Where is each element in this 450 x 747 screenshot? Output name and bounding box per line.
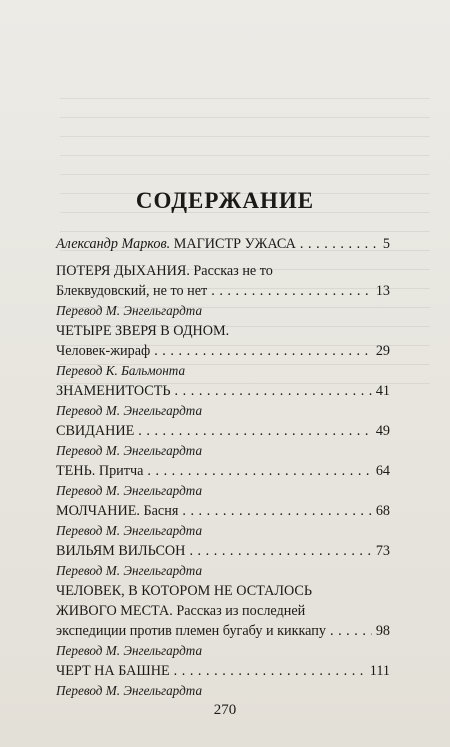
translator-credit: Перевод М. Энгельгардта: [56, 523, 203, 538]
page-ref: 64: [375, 463, 390, 479]
page-ref: 5: [382, 236, 390, 252]
entry-title: ЧЕЛОВЕК, В КОТОРОМ НЕ ОСТАЛОСЬ: [56, 583, 313, 599]
leader-dots: [189, 541, 371, 561]
page-ref: 49: [375, 423, 390, 439]
leader-dots: [154, 341, 372, 361]
leader-dots: [300, 234, 379, 254]
leader-dots: [211, 281, 372, 301]
translator-credit: Перевод М. Энгельгардта: [56, 403, 203, 418]
page-ref: 13: [375, 283, 390, 299]
toc-entry: [56, 421, 390, 441]
translator-credit: Перевод М. Энгельгардта: [56, 303, 203, 318]
translator-credit: Перевод М. Энгельгардта: [56, 643, 203, 658]
toc-entry: [56, 341, 390, 361]
table-of-contents: [56, 234, 390, 701]
translator-credit: Перевод М. Энгельгардта: [56, 443, 203, 458]
entry-title-cont: Блеквудовский, не то нет: [56, 283, 208, 299]
entry-title-cont: Человек-жираф: [56, 343, 151, 359]
leader-dots: [330, 621, 372, 641]
toc-entry: [56, 621, 390, 641]
leader-dots: [175, 381, 372, 401]
entry-title-cont: ЖИВОГО МЕСТА. Рассказ из последней: [56, 603, 306, 619]
contents-heading: СОДЕРЖАНИЕ: [135, 188, 315, 213]
translator-credit: Перевод М. Энгельгардта: [56, 483, 203, 498]
page-number: 270: [213, 702, 237, 718]
leader-dots: [138, 421, 372, 441]
entry-title: ЗНАМЕНИТОСТЬ: [56, 383, 171, 399]
entry-title: ТЕНЬ. Притча: [56, 463, 144, 479]
intro-title: МАГИСТР УЖАСА: [173, 236, 296, 252]
entry-title: СВИДАНИЕ: [56, 423, 135, 439]
toc-entry: [56, 661, 390, 681]
entry-title-cont: экспедиции против племен бугабу и киккапу: [56, 623, 326, 639]
toc-entry: [56, 281, 390, 301]
translator-credit: Перевод К. Бальмонта: [56, 363, 186, 378]
leader-dots: [147, 461, 371, 481]
toc-entry: [56, 381, 390, 401]
toc-entry: [56, 541, 390, 561]
entry-title: МОЛЧАНИЕ. Басня: [56, 503, 179, 519]
page-ref: 68: [375, 503, 390, 519]
translator-credit: Перевод М. Энгельгардта: [56, 683, 203, 698]
entry-title: ЧЕРТ НА БАШНЕ: [56, 663, 170, 679]
entry-title: ВИЛЬЯМ ВИЛЬСОН: [56, 543, 186, 559]
translator-credit: Перевод М. Энгельгардта: [56, 563, 203, 578]
page-ref: 29: [375, 343, 390, 359]
intro-author: Александр Марков.: [56, 236, 171, 252]
entry-title: ПОТЕРЯ ДЫХАНИЯ. Рассказ не то: [56, 263, 273, 279]
page-ref: 41: [375, 383, 390, 399]
toc-entry: [56, 501, 390, 521]
toc-entry: [56, 461, 390, 481]
leader-dots: [174, 661, 366, 681]
page-ref: 73: [375, 543, 390, 559]
page-ref: 98: [375, 623, 390, 639]
page-ref: 111: [369, 663, 390, 679]
leader-dots: [182, 501, 371, 521]
entry-title: ЧЕТЫРЕ ЗВЕРЯ В ОДНОМ.: [56, 323, 230, 339]
toc-entry-intro: [56, 234, 390, 254]
